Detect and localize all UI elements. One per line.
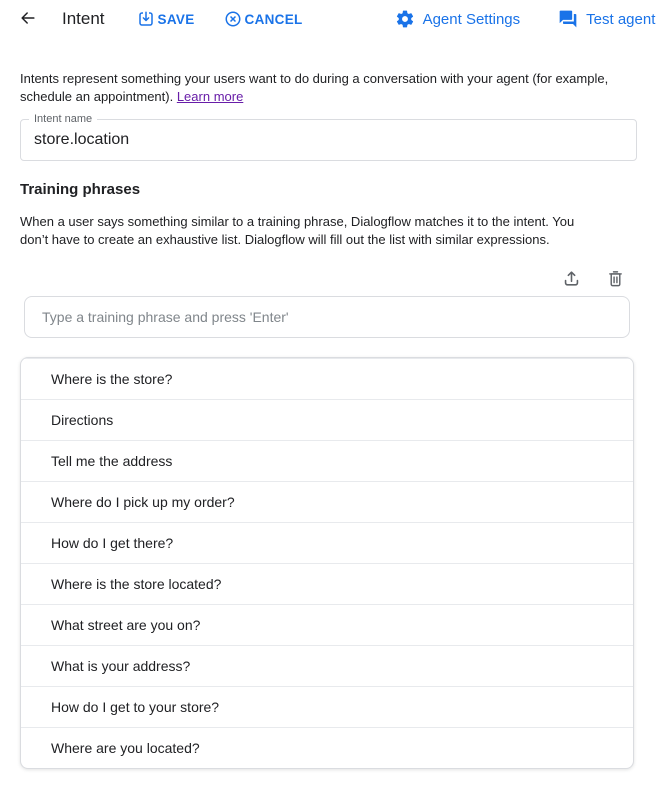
training-phrase-row[interactable] [21, 358, 633, 399]
upload-phrases-button[interactable] [562, 269, 581, 288]
upload-icon [562, 269, 581, 288]
back-button[interactable] [18, 8, 40, 30]
training-phrase-row[interactable] [21, 563, 633, 604]
training-phrase-row[interactable] [21, 399, 633, 440]
training-phrases-description: When a user says something similar to a training phrase, Dialogflow matches it to the intent. You don’t have to create an exhaustive list. Dialogflow will fill out the list with similar expressions. [20, 214, 575, 247]
intent-name-field [20, 113, 637, 161]
save-icon [137, 10, 158, 28]
chat-bubbles-icon [558, 9, 586, 29]
training-phrase-row[interactable] [21, 440, 633, 481]
training-phrase-text: Where do I pick up my order? [51, 494, 235, 510]
training-phrase-row[interactable] [21, 645, 633, 686]
training-phrase-text: Directions [51, 412, 114, 428]
training-phrase-text: Tell me the address [51, 453, 173, 469]
top-toolbar [0, 0, 657, 38]
training-phrase-text: What is your address? [51, 658, 191, 674]
trash-icon [606, 269, 625, 288]
back-arrow-icon [18, 8, 38, 31]
intent-name-label: Intent name [29, 113, 97, 125]
training-phrase-text: What street are you on? [51, 617, 201, 633]
training-phrase-row[interactable] [21, 727, 633, 768]
learn-more-link[interactable]: Learn more [176, 89, 244, 104]
cancel-button-label: CANCEL [244, 11, 303, 27]
page-title: Intent [62, 9, 105, 28]
test-agent-label: Test agent [586, 10, 656, 28]
training-phrase-row[interactable] [21, 686, 633, 727]
agent-settings-label: Agent Settings [422, 10, 521, 28]
training-phrases-toolbar [20, 269, 637, 288]
training-phrase-row[interactable] [21, 481, 633, 522]
intent-name-input[interactable] [21, 131, 636, 149]
agent-settings-button[interactable] [395, 9, 521, 29]
training-phrase-row[interactable] [21, 604, 633, 645]
training-phrase-row[interactable] [21, 522, 633, 563]
training-phrase-input[interactable] [24, 296, 630, 338]
save-button-label: SAVE [157, 11, 195, 27]
save-button[interactable] [137, 10, 195, 28]
intent-description-text: Intents represent something your users want to do during a conversation with your agent (for example, schedule an appointment). [20, 71, 609, 104]
intent-editor [0, 70, 657, 769]
training-phrases-heading: Training phrases [20, 181, 141, 198]
delete-phrases-button[interactable] [606, 269, 625, 288]
test-agent-button[interactable] [558, 9, 655, 29]
cancel-button[interactable] [224, 10, 303, 28]
training-phrases-list [20, 357, 634, 769]
intent-description [20, 70, 630, 106]
gear-icon [395, 9, 423, 29]
training-phrase-text: Where are you located? [51, 740, 200, 756]
training-phrase-text: How do I get to your store? [51, 699, 220, 715]
training-phrase-text: Where is the store located? [51, 576, 222, 592]
training-phrase-text: Where is the store? [51, 371, 173, 387]
training-phrase-text: How do I get there? [51, 535, 174, 551]
cancel-icon [224, 10, 245, 28]
